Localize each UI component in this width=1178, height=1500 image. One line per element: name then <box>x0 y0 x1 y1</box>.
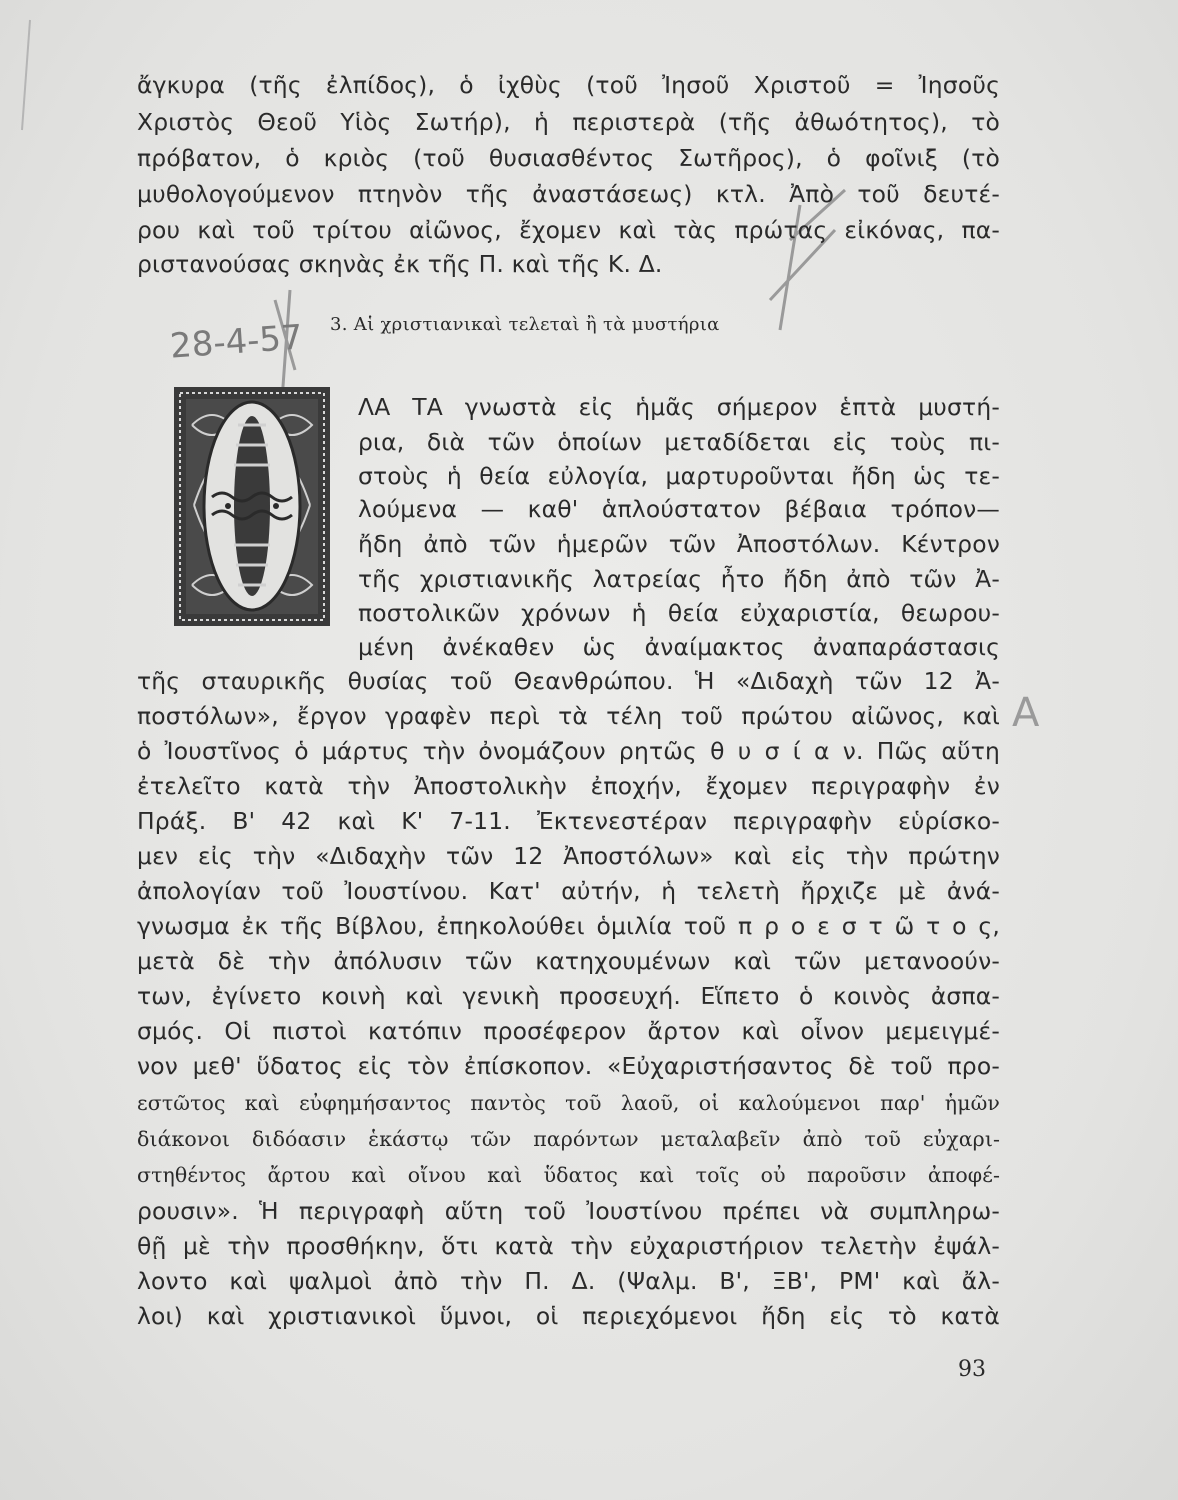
text-line: ποστόλων», ἔργον γραφὲν περὶ τὰ τέλη τοῦ πρώτου αἰῶνος, καὶ <box>137 702 1000 730</box>
text-line: θῇ μὲ τὴν προσθήκην, ὅτι κατὰ τὴν εὐχαριστήριον τελετὴν ἐψάλ- <box>137 1232 1000 1260</box>
text-line: των, ἐγίνετο κοινὴ καὶ γενικὴ προσευχή. Εἵπετο ὁ κοινὸς ἀσπα- <box>137 982 1000 1010</box>
text-line: μεν εἰς τὴν «Διδαχὴν τῶν 12 Ἀποστόλων» καὶ εἰς τὴν πρώτην <box>137 842 1000 870</box>
text-line: τῆς σταυρικῆς θυσίας τοῦ Θεανθρώπου. Ἡ «Διδαχὴ τῶν 12 Ἀ- <box>137 667 1000 695</box>
drop-cap-ornament <box>172 385 332 628</box>
text-line: λούμενα — καθ' ἁπλούστατον βέβαια τρόπον— <box>358 495 1000 523</box>
margin-pencil-mark: A <box>1012 690 1040 736</box>
text-line: γνωσμα ἐκ τῆς Βίβλου, ἐπηκολούθει ὁμιλία τοῦ π ρ ο ε σ τ ῶ τ ο ς, <box>137 912 1000 940</box>
text-line: ριστανούσας σκηνὰς ἐκ τῆς Π. καὶ τῆς Κ. Δ. <box>137 250 663 278</box>
text-line: Χριστὸς Θεοῦ Υἱὸς Σωτήρ), ἡ περιστερὰ (τῆς ἀθωότητος), τὸ <box>137 108 1000 136</box>
text-line: στοὺς ἡ θεία εὐλογία, μαρτυροῦνται ἤδη ὡς τε- <box>358 462 1000 490</box>
text-line: ὁ Ἰουστῖνος ὁ μάρτυς τὴν ὀνομάζουν ρητῶς θ υ σ ί α ν. Πῶς αὕτη <box>137 737 1000 765</box>
text-line: μετὰ δὲ τὴν ἀπόλυσιν τῶν κατηχουμένων καὶ τῶν μετανοούν- <box>137 947 1000 975</box>
text-line: ρου καὶ τοῦ τρίτου αἰῶνος, ἔχομεν καὶ τὰς πρώτας εἰκόνας, πα- <box>137 216 1000 244</box>
text-line: ρουσιν». Ἡ περιγραφὴ αὕτη τοῦ Ἰουστίνου πρέπει νὰ συμπληρω- <box>137 1197 1000 1225</box>
text-line: Πράξ. Β' 42 καὶ Κ' 7-11. Ἐκτενεστέραν περιγραφὴν εὑρίσκο- <box>137 807 1000 835</box>
text-line: ρια, διὰ τῶν ὁποίων μεταδίδεται εἰς τοὺς πι- <box>358 428 1000 456</box>
section-heading: 3. Αἱ χριστιανικαὶ τελεταὶ ἢ τὰ μυστήρια <box>330 314 720 335</box>
text-line: μυθολογούμενον πτηνὸν τῆς ἀναστάσεως) κτλ. Ἀπὸ τοῦ δευτέ- <box>137 180 1000 208</box>
text-line: τῆς χριστιανικῆς λατρείας ἦτο ἤδη ἀπὸ τῶν Ἀ- <box>358 565 1000 593</box>
text-line: μένη ἀνέκαθεν ὡς ἀναίμακτος ἀναπαράστασις <box>358 633 1000 661</box>
text-line: ἀπολογίαν τοῦ Ἰουστίνου. Κατ' αὐτήν, ἡ τελετὴ ἤρχιζε μὲ ἀνά- <box>137 877 1000 905</box>
text-line: ἤδη ἀπὸ τῶν ἡμερῶν τῶν Ἀποστόλων. Κέντρον <box>358 530 1000 558</box>
text-line: νον μεθ' ὕδατος εἰς τὸν ἐπίσκοπον. «Εὐχαριστήσαντος δὲ τοῦ προ- <box>137 1052 1000 1080</box>
text-line: σμός. Οἱ πιστοὶ κατόπιν προσέφερον ἄρτον καὶ οἶνον μεμειγμέ- <box>137 1017 1000 1045</box>
text-line: ἐτελεῖτο κατὰ τὴν Ἀποστολικὴν ἐποχήν, ἔχομεν περιγραφὴν ἐν <box>137 772 1000 800</box>
text-line: λοι) καὶ χριστιανικοὶ ὕμνοι, οἱ περιεχόμενοι ἤδη εἰς τὸ κατὰ <box>137 1302 1000 1330</box>
text-line: ποστολικῶν χρόνων ἡ θεία εὐχαριστία, θεωρου- <box>358 599 1000 627</box>
quote-line: στηθέντος ἄρτου καὶ οἴνου καὶ ὕδατος καὶ τοῖς οὐ παροῦσιν ἀποφέ- <box>137 1163 1000 1187</box>
quote-line: εστῶτος καὶ εὐφημήσαντος παντὸς τοῦ λαοῦ, οἱ καλούμενοι παρ' ἡμῶν <box>137 1091 1000 1115</box>
text-line: ΛΑ ΤΑ γνωστὰ εἰς ἡμᾶς σήμερον ἑπτὰ μυστή- <box>358 393 1000 421</box>
quote-line: διάκονοι διδόασιν ἑκάστῳ τῶν παρόντων μεταλαβεῖν ἀπὸ τοῦ εὐχαρι- <box>137 1127 1000 1151</box>
handwritten-date-note: 28-4-57 <box>168 317 304 367</box>
page-number: 93 <box>958 1357 986 1382</box>
text-line: λοντο καὶ ψαλμοὶ ἀπὸ τὴν Π. Δ. (Ψαλμ. Β', ΞΒ', ΡΜ' καὶ ἄλ- <box>137 1267 1000 1295</box>
text-line: πρόβατον, ὁ κριὸς (τοῦ θυσιασθέντος Σωτῆρος), ὁ φοῖνιξ (τὸ <box>137 144 1000 172</box>
text-line: ἄγκυρα (τῆς ἐλπίδος), ὁ ἰχθὺς (τοῦ Ἰησοῦ Χριστοῦ = Ἰησοῦς <box>137 71 1000 99</box>
